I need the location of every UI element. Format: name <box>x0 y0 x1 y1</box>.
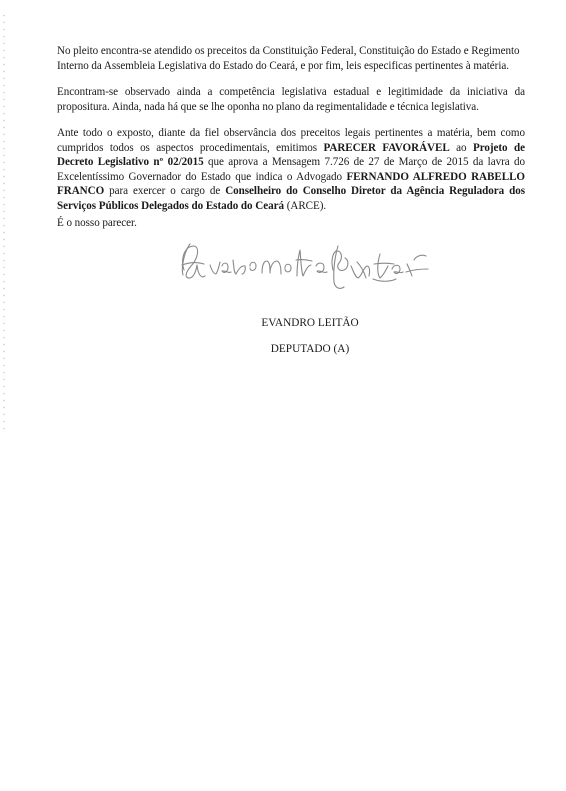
paragraph-competence: Encontram-se observado ainda a competência legislativa estadual e legitimidade da iniciativa da propositura. Ainda, nada há que se lhe oponha no plano da regimentalidade e técnica legislativa. <box>57 86 525 113</box>
position-title: Conselheiro do Conselho Diretor da Agência Reguladora dos Serviços Públicos Delegados do Estado do Ceará <box>57 185 525 212</box>
decree-project-reference: Projeto de Decreto Legislativo nº 02/2015 <box>57 141 525 169</box>
closing-statement: É o nosso parecer. <box>57 217 137 229</box>
conclusion-text-1: Ante todo o exposto, diante da fiel observância dos preceitos legais pertinentes a matéria, bem como cumpridos todos os aspectos procedimentais, emitimos <box>57 127 525 154</box>
favorable-opinion: PARECER FAVORÁVEL <box>323 141 450 154</box>
paragraph-legal-basis: No pleito encontra-se atendido os preceitos da Constituição Federal, Constituição do Estado e Regimento Interno da Assembleia Legislativa do Estado do Ceará, e por fim, leis especificas pertinentes à matéria. <box>57 45 520 72</box>
paragraph-conclusion <box>57 126 525 214</box>
conclusion-text-4: para exercer o cargo de <box>104 185 226 198</box>
conclusion-text-2: ao <box>449 141 473 154</box>
nominee-name: FERNANDO ALFREDO RABELLO FRANCO <box>57 170 525 198</box>
conclusion-text-5: (ARCE). <box>283 199 327 212</box>
signer-role: DEPUTADO (A) <box>270 343 350 355</box>
conclusion-text-3: que aprova a Mensagem 7.726 de 27 de Março de 2015 da lavra do Excelentíssimo Governador do Estado que indica o Advogado <box>57 156 525 183</box>
scan-margin-marks <box>3 12 5 432</box>
handwritten-signature <box>170 232 445 300</box>
signer-name: EVANDRO LEITÃO <box>261 317 359 329</box>
